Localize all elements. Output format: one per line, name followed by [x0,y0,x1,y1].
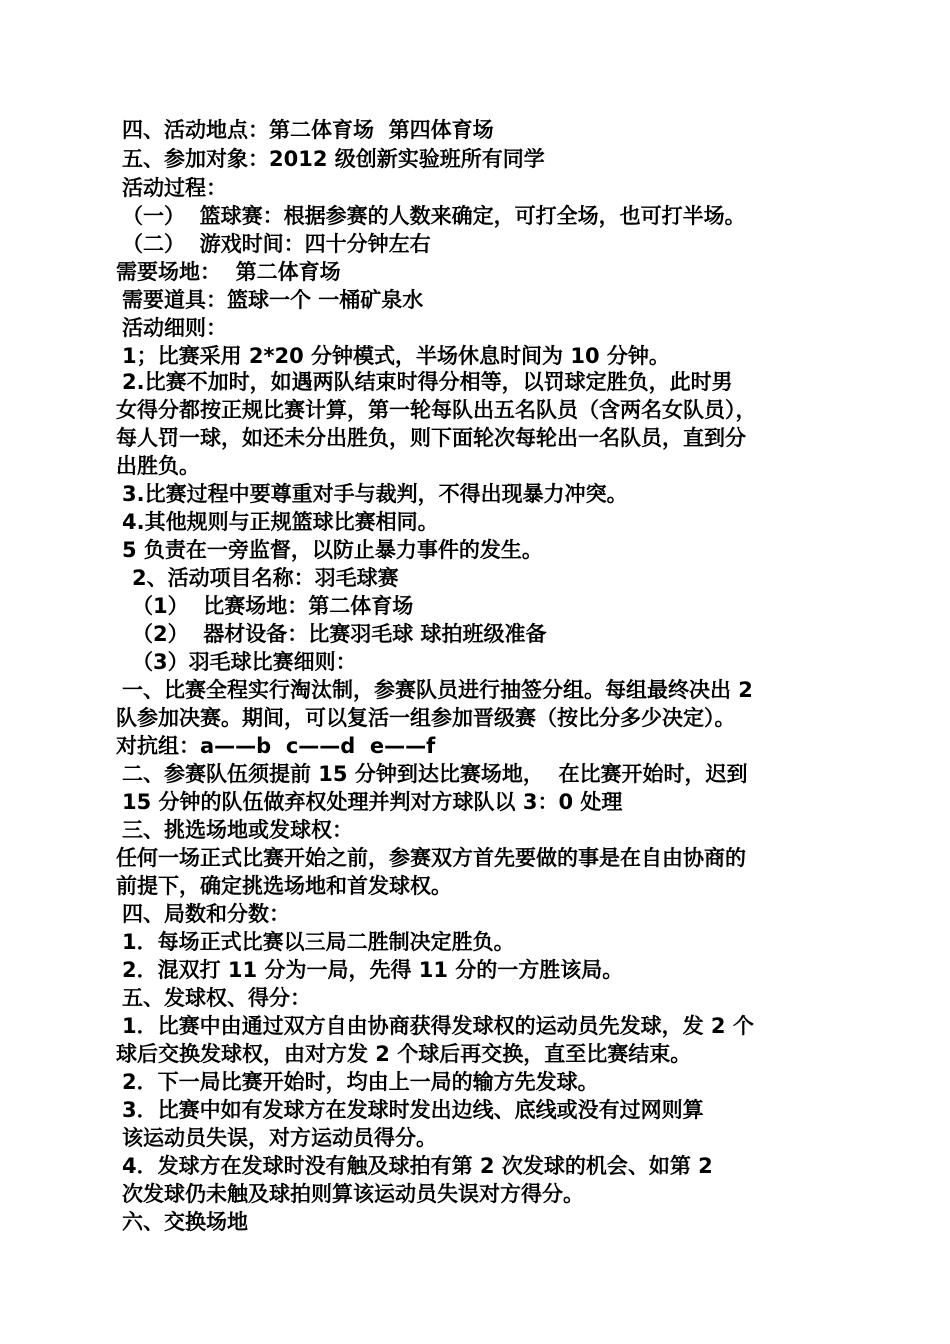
venue-needed: 需要场地： 第二体育场 [116,260,341,284]
badminton-rule-2-line2: 15 分钟的队伍做弃权处理并判对方球队以 3：0 处理 [122,790,623,814]
serve-rule-1-line2: 球后交换发球权，由对方发 2 个球后再交换，直至比赛结束。 [116,1042,692,1066]
heading-serve-score: 五、发球权、得分： [122,986,311,1010]
badminton-equipment: （2） 器材设备：比赛羽毛球 球拍班级准备 [132,622,547,646]
games-rule-1: 1．每场正式比赛以三局二胜制决定胜负。 [122,930,515,954]
choose-side-line1: 任何一场正式比赛开始之前，参赛双方首先要做的事是在自由协商的 [116,846,746,870]
badminton-rule-2-line1: 二、参赛队伍须提前 15 分钟到达比赛场地， 在比赛开始时，迟到 [122,762,748,786]
item-game-time: （二） 游戏时间：四十分钟左右 [122,232,431,256]
heading-games-points: 四、局数和分数： [122,902,290,926]
heading-process: 活动过程： [122,176,227,200]
heading-change-ends: 六、交换场地 [122,1210,248,1234]
props-needed: 需要道具：篮球一个 一桶矿泉水 [122,288,424,312]
serve-rule-1-line1: 1．比赛中由通过双方自由协商获得发球权的运动员先发球，发 2 个 [122,1014,754,1038]
item-basketball: （一） 篮球赛：根据参赛的人数来确定，可打全场，也可打半场。 [122,204,746,228]
serve-rule-2: 2．下一局比赛开始时，均由上一局的输方先发球。 [122,1070,599,1094]
serve-rule-3-line2: 该运动员失误，对方运动员得分。 [122,1126,437,1150]
badminton-rule-1-line1: 一、比赛全程实行淘汰制，参赛队员进行抽签分组。每组最终决出 2 [122,678,753,702]
rule-4: 4.其他规则与正规篮球比赛相同。 [122,510,439,534]
serve-rule-4-line2: 次发球仍未触及球拍则算该运动员失误对方得分。 [122,1182,584,1206]
rule-2-line4: 出胜负。 [116,454,200,478]
rule-1: 1；比赛采用 2*20 分钟模式，半场休息时间为 10 分钟。 [122,344,670,368]
section-participants: 五、参加对象：2012 级创新实验班所有同学 [122,147,545,171]
badminton-rule-1-line2: 队参加决赛。期间，可以复活一组参加晋级赛（按比分多少决定）。 [116,706,736,730]
section-location: 四、活动地点：第二体育场 第四体育场 [122,118,494,142]
games-rule-2: 2．混双打 11 分为一局，先得 11 分的一方胜该局。 [122,958,624,982]
badminton-rules-heading: （3）羽毛球比赛细则： [132,650,357,674]
heading-choose-side: 三、挑选场地或发球权： [122,818,353,842]
rule-2-line1: 2.比赛不加时，如遇两队结束时得分相等，以罚球定胜负，此时男 [122,370,733,394]
rule-2-line3: 每人罚一球，如还未分出胜负，则下面轮次每轮出一名队员，直到分 [116,426,746,450]
rule-2-line2: 女得分都按正规比赛计算，第一轮每队出五名队员（含两名女队员）， [116,398,757,422]
badminton-venue: （1） 比赛场地：第二体育场 [132,594,414,618]
serve-rule-4-line1: 4．发球方在发球时没有触及球拍有第 2 次发球的机会、如第 2 [122,1154,713,1178]
rule-5: 5 负责在一旁监督，以防止暴力事件的发生。 [122,538,543,562]
heading-rules: 活动细则： [122,316,227,340]
rule-3: 3.比赛过程中要尊重对手与裁判，不得出现暴力冲突。 [122,482,628,506]
matchup-groups: 对抗组：a——b c——d e——f [116,734,436,758]
item-badminton-title: 2、活动项目名称：羽毛球赛 [132,566,399,590]
choose-side-line2: 前提下，确定挑选场地和首发球权。 [116,874,452,898]
serve-rule-3-line1: 3．比赛中如有发球方在发球时发出边线、底线或没有过网则算 [122,1098,704,1122]
